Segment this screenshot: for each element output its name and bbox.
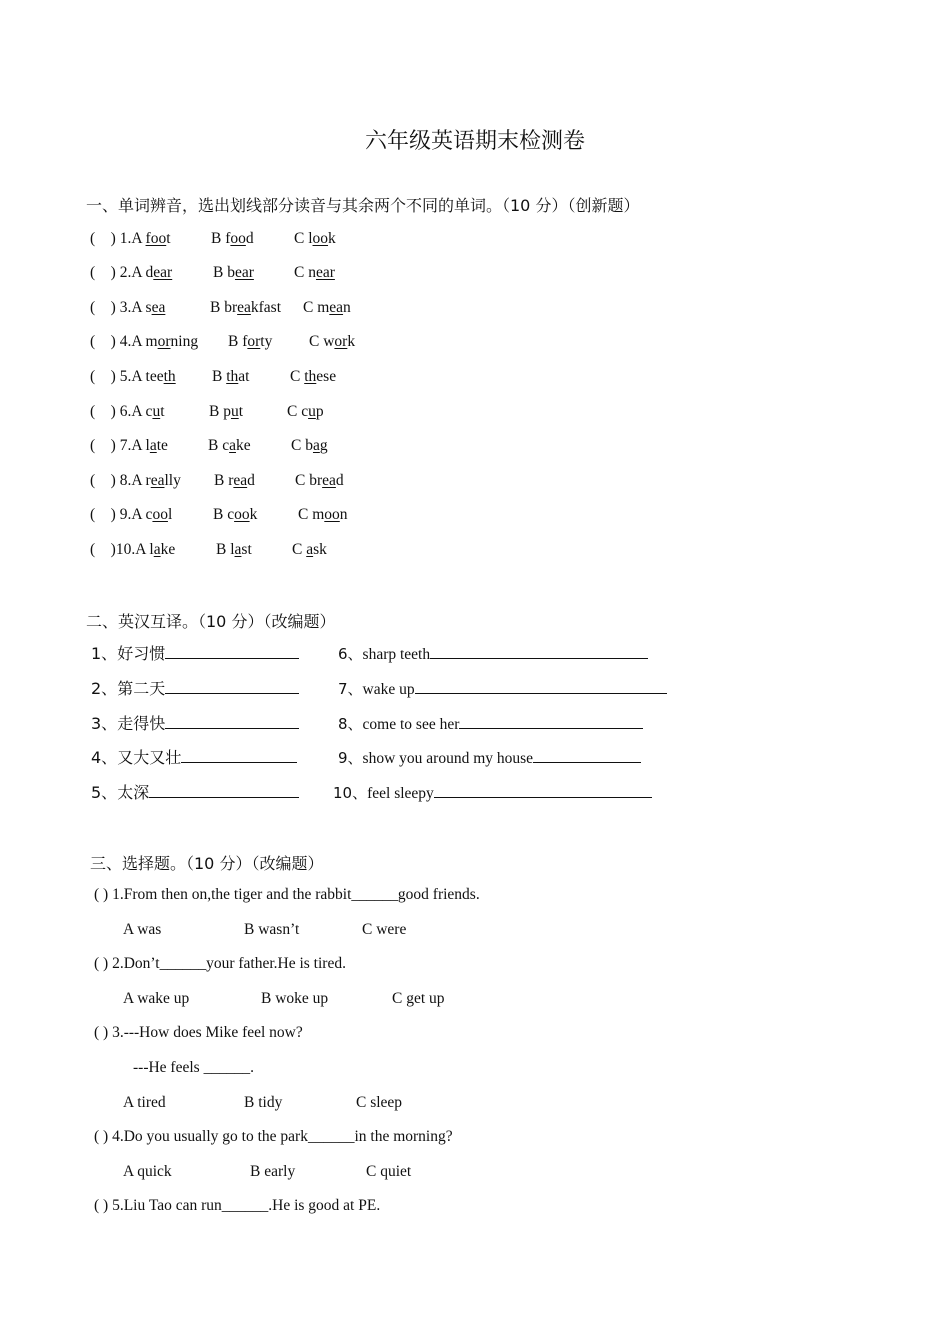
underlined-letters: or xyxy=(334,333,348,350)
phonics-option-c: C mean xyxy=(303,299,351,316)
choice-q1-option-c: C were xyxy=(362,921,407,938)
choice-q2-option-c: C get up xyxy=(392,990,445,1007)
phonics-option-c: C moon xyxy=(298,506,348,523)
underlined-letters: a xyxy=(153,541,161,558)
phonics-option-b: B breakfast xyxy=(210,299,282,316)
phonics-option-c: C work xyxy=(309,333,356,350)
answer-blank[interactable] xyxy=(533,748,641,763)
choice-q1-option-b: B wasn’t xyxy=(244,921,300,938)
phonics-bracket-number: ( )10.A xyxy=(90,541,150,558)
underlined-letters: ea xyxy=(237,299,251,316)
phonics-bracket-number: ( ) 8.A xyxy=(90,472,146,489)
answer-blank[interactable] xyxy=(415,679,667,694)
underlined-letters: a xyxy=(234,541,242,558)
underlined-letters: ear xyxy=(234,264,254,281)
choice-q3-stem: ( ) 3.---How does Mike feel now? xyxy=(94,1024,303,1041)
choice-q4-stem: ( ) 4.Do you usually go to the park______in the morning? xyxy=(94,1128,453,1145)
phonics-option-a: ( )10.A lake xyxy=(90,541,176,558)
phonics-bracket-number: ( ) 4.A xyxy=(90,333,146,350)
phonics-bracket-number: ( ) 9.A xyxy=(90,506,146,523)
answer-blank[interactable] xyxy=(430,644,648,659)
choice-q2-option-a: A wake up xyxy=(123,990,190,1007)
answer-blank[interactable] xyxy=(165,679,299,694)
underlined-letters: oo xyxy=(312,230,329,247)
answer-blank[interactable] xyxy=(434,783,652,798)
phonics-option-a: ( ) 9.A cool xyxy=(90,506,173,523)
phonics-option-a: ( ) 5.A teeth xyxy=(90,368,176,385)
phonics-option-b: B that xyxy=(212,368,250,385)
page-title: 六年级英语期末检测卷 xyxy=(364,129,585,154)
choice-q4-option-b: B early xyxy=(250,1163,296,1180)
underlined-letters: th xyxy=(226,368,239,385)
phonics-option-b: B cook xyxy=(213,506,258,523)
underlined-letters: or xyxy=(247,333,261,350)
underlined-letters: oo xyxy=(230,230,246,247)
phonics-option-b: B forty xyxy=(228,333,273,350)
underlined-letters: u xyxy=(152,403,161,420)
translation-item-cn: 5、太深 xyxy=(91,783,299,804)
phonics-option-a: ( ) 4.A morning xyxy=(90,333,199,350)
underlined-letters: th xyxy=(163,368,176,385)
underlined-letters: foo xyxy=(145,230,167,247)
translation-item-cn: 4、又大又壮 xyxy=(91,748,297,769)
phonics-option-c: C near xyxy=(294,264,335,281)
underlined-letters: oo xyxy=(152,506,168,523)
answer-blank[interactable] xyxy=(165,644,299,659)
answer-blank[interactable] xyxy=(149,783,299,798)
section-heading-translation: 二、英汉互译。（10 分）（改编题） xyxy=(86,612,336,631)
phonics-bracket-number: ( ) 2.A xyxy=(90,264,146,281)
choice-q3-option-c: C sleep xyxy=(356,1094,403,1111)
phonics-bracket-number: ( ) 7.A xyxy=(90,437,146,454)
underlined-letters: ea xyxy=(150,472,165,489)
phonics-bracket-number: ( ) 5.A xyxy=(90,368,146,385)
phonics-bracket-number: ( ) 6.A xyxy=(90,403,146,420)
underlined-letters: ear xyxy=(153,264,173,281)
phonics-option-a: ( ) 6.A cut xyxy=(90,403,165,420)
phonics-option-a: ( ) 8.A really xyxy=(90,472,181,489)
phonics-option-c: C bag xyxy=(291,437,328,454)
phonics-option-b: B put xyxy=(209,403,244,420)
answer-blank[interactable] xyxy=(165,714,299,729)
underlined-letters: a xyxy=(312,437,320,454)
phonics-bracket-number: ( ) 1.A xyxy=(90,230,146,247)
phonics-bracket-number: ( ) 3.A xyxy=(90,299,146,316)
choice-q2-stem: ( ) 2.Don’t______your father.He is tired. xyxy=(94,955,346,972)
underlined-letters: or xyxy=(157,333,171,350)
answer-blank[interactable] xyxy=(181,748,297,763)
underlined-letters: a xyxy=(306,541,314,558)
section-heading-choice: 三、选择题。（10 分）（改编题） xyxy=(90,854,324,873)
choice-q3-option-a: A tired xyxy=(123,1094,166,1111)
translation-item-en: 7、wake up xyxy=(338,679,667,700)
section-heading-phonics: 一、单词辨音，选出划线部分读音与其余两个不同的单词。（10 分）（创新题） xyxy=(86,196,640,215)
choice-q3-stem-answer: ---He feels ______. xyxy=(133,1059,254,1076)
underlined-letters: ea xyxy=(233,472,248,489)
answer-blank[interactable] xyxy=(459,714,643,729)
underlined-letters: oo xyxy=(234,506,250,523)
underlined-letters: a xyxy=(229,437,236,454)
translation-item-en: 8、come to see her xyxy=(338,714,643,735)
phonics-option-c: C ask xyxy=(292,541,327,558)
translation-item-en: 10、feel sleepy xyxy=(333,783,652,804)
phonics-option-b: B food xyxy=(211,230,254,247)
translation-item-en: 9、show you around my house xyxy=(338,748,641,769)
phonics-option-a: ( ) 2.A dear xyxy=(90,264,173,281)
choice-q5-stem: ( ) 5.Liu Tao can run______.He is good at PE. xyxy=(94,1197,381,1214)
phonics-option-c: C these xyxy=(290,368,337,385)
underlined-letters: oo xyxy=(324,506,340,523)
underlined-letters: ea xyxy=(329,299,344,316)
choice-q1-stem: ( ) 1.From then on,the tiger and the rabbit______good friends. xyxy=(94,886,480,903)
phonics-option-a: ( ) 1.A foot xyxy=(90,230,171,247)
underlined-letters: ea xyxy=(322,472,336,489)
phonics-option-b: B last xyxy=(216,541,252,558)
underlined-letters: th xyxy=(304,368,317,385)
choice-q4-option-a: A quick xyxy=(123,1163,172,1180)
translation-item-cn: 1、好习惯 xyxy=(91,644,299,665)
phonics-option-c: C cup xyxy=(287,403,324,420)
phonics-option-b: B bear xyxy=(213,264,254,281)
choice-q2-option-b: B woke up xyxy=(261,990,329,1007)
translation-item-cn: 3、走得快 xyxy=(91,714,299,735)
underlined-letters: u xyxy=(308,403,316,420)
phonics-option-c: C look xyxy=(294,230,336,247)
phonics-option-a: ( ) 7.A late xyxy=(90,437,168,454)
underlined-letters: ear xyxy=(315,264,335,281)
underlined-letters: u xyxy=(230,403,239,420)
choice-q4-option-c: C quiet xyxy=(366,1163,412,1180)
choice-q1-option-a: A was xyxy=(123,921,162,938)
phonics-option-a: ( ) 3.A sea xyxy=(90,299,166,316)
phonics-option-b: B read xyxy=(214,472,255,489)
phonics-option-b: B cake xyxy=(208,437,251,454)
underlined-letters: ea xyxy=(151,299,166,316)
translation-item-en: 6、sharp teeth xyxy=(338,644,648,665)
translation-item-cn: 2、第二天 xyxy=(91,679,299,700)
choice-q3-option-b: B tidy xyxy=(244,1094,283,1111)
underlined-letters: a xyxy=(149,437,157,454)
phonics-option-c: C bread xyxy=(295,472,344,489)
